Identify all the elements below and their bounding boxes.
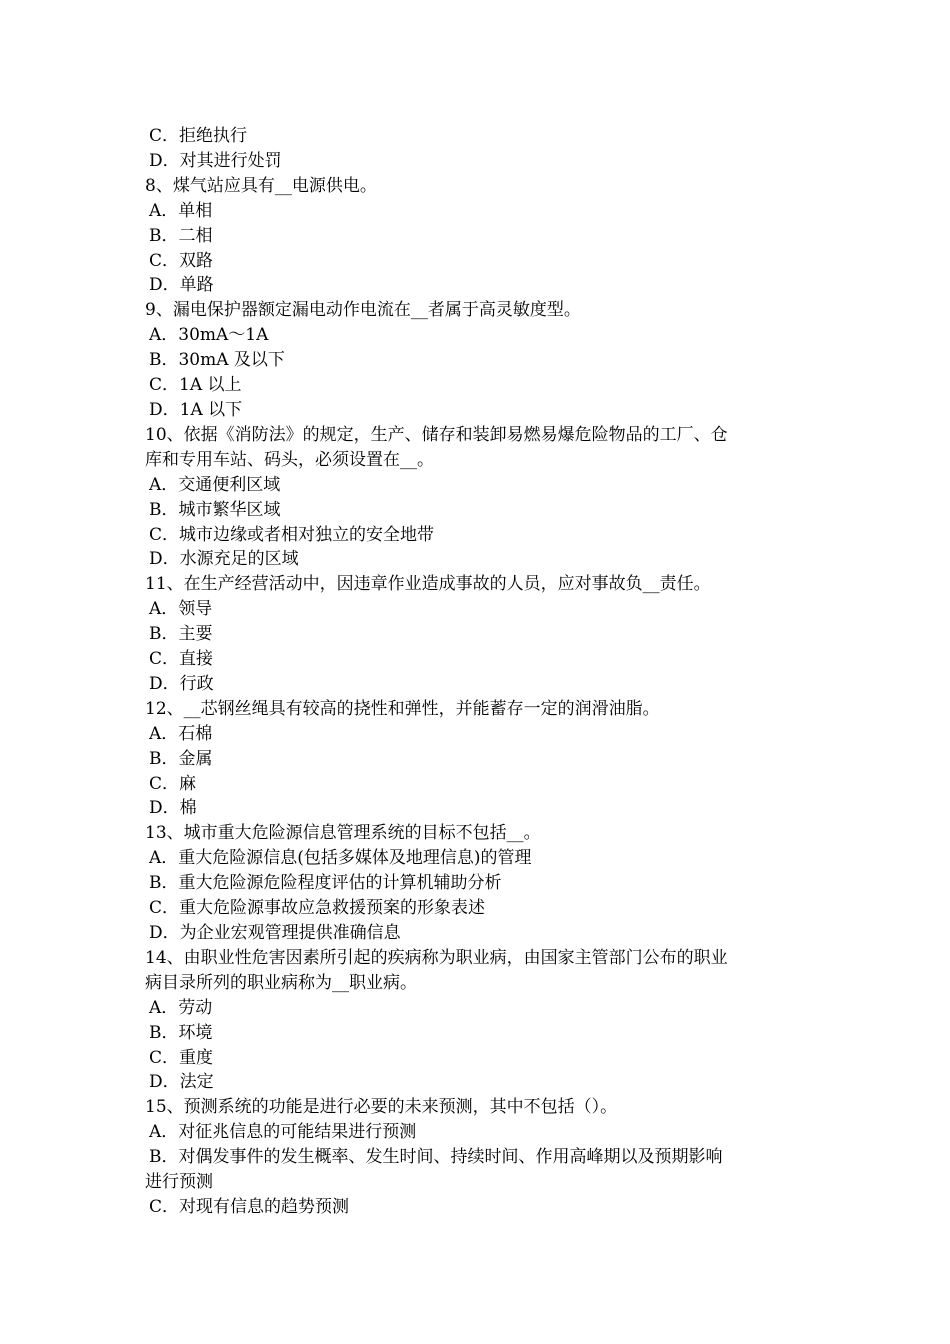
answer-option: A．30mA～1A: [149, 325, 269, 346]
answer-option: C．重度: [149, 1047, 214, 1068]
question-text: 9、漏电保护器额定漏电动作电流在__者属于高灵敏度型。: [145, 300, 581, 321]
question-text: 12、__芯钢丝绳具有较高的挠性和弹性，并能蓄存一定的润滑油脂。: [145, 698, 660, 719]
answer-option: D．棉: [149, 798, 197, 819]
document-body: [145, 124, 815, 1220]
answer-option: D．1A 以下: [149, 399, 243, 420]
answer-option: C．双路: [149, 250, 214, 271]
answer-option: B．城市繁华区域: [149, 499, 281, 520]
answer-option: B．二相: [149, 225, 213, 246]
answer-option: A．劳动: [149, 997, 213, 1018]
answer-option: A．对征兆信息的可能结果进行预测: [149, 1122, 417, 1143]
question-text: 14、由职业性危害因素所引起的疾病称为职业病，由国家主管部门公布的职业: [145, 947, 728, 968]
question-text: 8、煤气站应具有__电源供电。: [145, 175, 377, 196]
question-text: 10、依据《消防法》的规定，生产、储存和装卸易燃易爆危险物品的工厂、仓: [145, 424, 728, 445]
answer-option: C．麻: [149, 773, 197, 794]
answer-option: B．环境: [149, 1022, 213, 1043]
answer-option: B．主要: [149, 624, 213, 645]
answer-option: A．石棉: [149, 723, 213, 744]
question-text: 库和专用车站、码头，必须设置在__。: [145, 449, 434, 470]
answer-option: D．对其进行处罚: [149, 150, 282, 171]
answer-option: D．为企业宏观管理提供准确信息: [149, 923, 401, 943]
answer-option: B．金属: [149, 748, 213, 769]
question-text: 11、在生产经营活动中，因违章作业造成事故的人员，应对事故负__责任。: [145, 574, 711, 595]
answer-option: C．1A 以上: [149, 375, 242, 396]
answer-option: C．直接: [149, 649, 214, 670]
answer-option: C．重大危险源事故应急救援预案的形象表述: [149, 898, 486, 919]
answer-option: A．重大危险源信息(包括多媒体及地理信息)的管理: [149, 848, 532, 869]
question-text: 病目录所列的职业病称为__职业病。: [145, 972, 417, 993]
answer-option: B．重大危险源危险程度评估的计算机辅助分析: [149, 873, 502, 894]
answer-option: B．对偶发事件的发生概率、发生时间、持续时间、作用高峰期以及预期影响: [149, 1147, 723, 1168]
answer-option: A．单相: [149, 200, 213, 221]
answer-option: D．法定: [149, 1072, 214, 1093]
answer-option: C．对现有信息的趋势预测: [149, 1196, 350, 1217]
answer-option: D．水源充足的区域: [149, 549, 299, 570]
answer-option: D．单路: [149, 275, 214, 296]
answer-option: A．领导: [149, 599, 213, 620]
answer-option: A．交通便利区域: [149, 474, 281, 495]
question-text: 15、预测系统的功能是进行必要的未来预测，其中不包括（）。: [145, 1097, 618, 1118]
question-text: 13、城市重大危险源信息管理系统的目标不包括__。: [145, 823, 541, 844]
question-text: 进行预测: [145, 1172, 213, 1193]
answer-option: B．30mA 及以下: [149, 350, 285, 371]
answer-option: C．城市边缘或者相对独立的安全地带: [149, 524, 435, 545]
answer-option: C．拒绝执行: [149, 126, 248, 146]
answer-option: D．行政: [149, 673, 214, 694]
